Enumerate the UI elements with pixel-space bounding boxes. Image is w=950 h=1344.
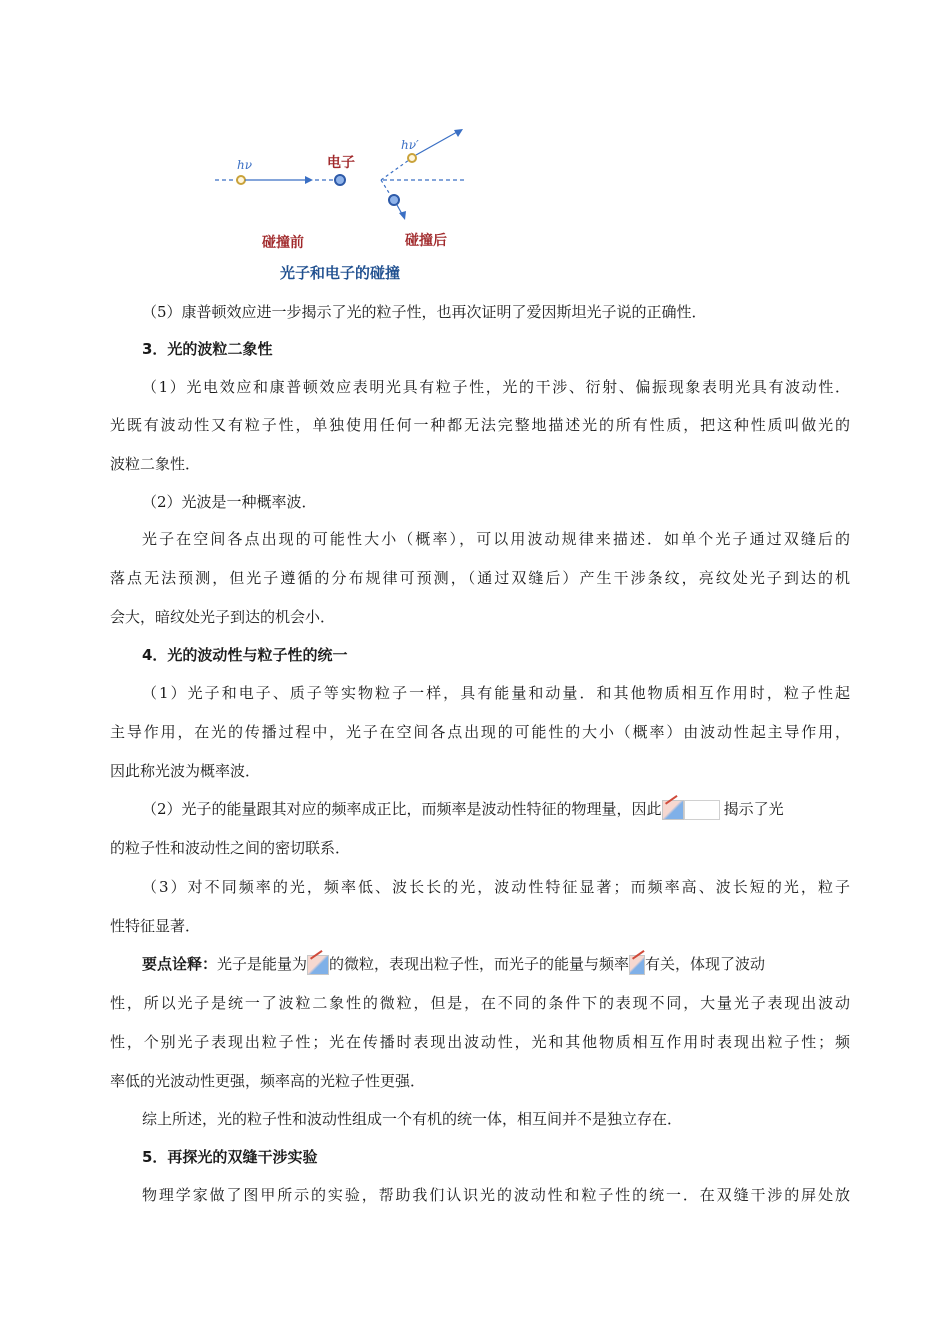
energy-formula-icon <box>307 955 329 975</box>
hv-after-label: hν′ <box>401 138 419 152</box>
para-3-3-line-c: 会大，暗纹处光子到达的机会小． <box>110 608 336 626</box>
key-point-label: 要点诠释： <box>142 955 218 973</box>
summary-paragraph: 综上所述，光的粒子性和波动性组成一个有机的统一体，相互间并不是独立存在． <box>142 1110 683 1128</box>
scattered-photon-arrow <box>416 132 457 155</box>
paragraph-5: （5）康普顿效应进一步揭示了光的粒子性，也再次证明了爱因斯坦光子说的正确性． <box>142 303 707 321</box>
para-4-2-line-b: 的粒子性和波动性之间的密切联系． <box>110 839 351 857</box>
para-3-1-line-a: （1）光电效应和康普顿效应表明光具有粒子性，光的干涉、衍射、偏振现象表明光具有波动性． <box>142 378 850 396</box>
para-4-1-line-a: （1）光子和电子、质子等实物粒子一样，具有能量和动量．和其他物质相互作用时，粒子性起 <box>142 684 850 702</box>
key-point-line-a <box>142 954 850 975</box>
heading-4: 4．光的波动性与粒子性的统一 <box>142 646 348 664</box>
formula-image-icon <box>662 800 684 820</box>
photon-after-icon <box>408 154 416 162</box>
para-4-3-line-b: 性特征显著． <box>110 917 201 935</box>
before-collision-label: 碰撞前 <box>262 235 304 251</box>
key-point-line-c: 性，个别光子表现出粒子性；光在传播时表现出波动性，光和其他物质相互作用时表现出粒子性；频 <box>110 1033 850 1051</box>
recoil-electron-arrow-head <box>399 211 406 220</box>
para-3-3-line-a: 光子在空间各点出现的可能性大小（概率），可以用波动规律来描述．如单个光子通过双缝后的 <box>142 530 850 548</box>
para-4-1-line-b: 主导作用，在光的传播过程中，光子在空间各点出现的可能性的大小（概率）由波动性起主导作用， <box>110 723 850 741</box>
para-4-2-line-a <box>142 799 850 820</box>
key-point-text-1: 光子是能量为 <box>217 955 308 973</box>
heading-3: 3．光的波粒二象性 <box>142 340 273 358</box>
heading-5: 5．再探光的双缝干涉实验 <box>142 1148 318 1166</box>
key-point-text-2: 的微粒，表现出粒子性，而光子的能量与频率 <box>329 955 630 973</box>
photon-path-dash <box>381 160 409 180</box>
figure-caption: 光子和电子的碰撞 <box>280 264 401 282</box>
photon-before-icon <box>237 176 245 184</box>
hv-before-label: hν <box>237 158 253 172</box>
para-4-2-text-post: 揭示了光 <box>723 800 784 818</box>
key-point-text-3: 有关，体现了波动 <box>645 955 766 973</box>
electron-after-icon <box>389 195 399 205</box>
para-5-line-a: 物理学家做了图甲所示的实验，帮助我们认识光的波动性和粒子性的统一．在双缝干涉的屏处放 <box>142 1186 850 1204</box>
electron-path-dash <box>381 180 391 196</box>
incident-arrow-head <box>305 176 313 184</box>
formula-frame <box>684 800 720 820</box>
para-3-3-line-b: 落点无法预测，但光子遵循的分布规律可预测，（通过双缝后）产生干涉条纹，亮纹处光子到达的机 <box>110 569 850 587</box>
para-3-1-line-b: 光既有波动性又有粒子性，单独使用任何一种都无法完整地描述光的所有性质，把这种性质叫做光的 <box>110 416 850 434</box>
para-4-3-line-a: （3）对不同频率的光，频率低、波长长的光，波动性特征显著；而频率高、波长短的光，粒子 <box>142 878 850 896</box>
para-3-2: （2）光波是一种概率波． <box>142 493 317 511</box>
after-collision-label: 碰撞后 <box>405 233 447 249</box>
key-point-line-b: 性，所以光子是统一了波粒二象性的微粒，但是，在不同的条件下的表现不同，大量光子表现出波动 <box>110 994 850 1012</box>
para-4-1-line-c: 因此称光波为概率波． <box>110 762 261 780</box>
para-3-1-line-c: 波粒二象性． <box>110 455 201 473</box>
electron-before-icon <box>335 175 345 185</box>
para-4-2-text-pre: （2）光子的能量跟其对应的频率成正比，而频率是波动性特征的物理量，因此 <box>142 800 662 818</box>
frequency-formula-icon <box>629 955 645 975</box>
key-point-line-d: 率低的光波动性更强，频率高的光粒子性更强． <box>110 1072 426 1090</box>
electron-label: 电子 <box>327 155 355 171</box>
